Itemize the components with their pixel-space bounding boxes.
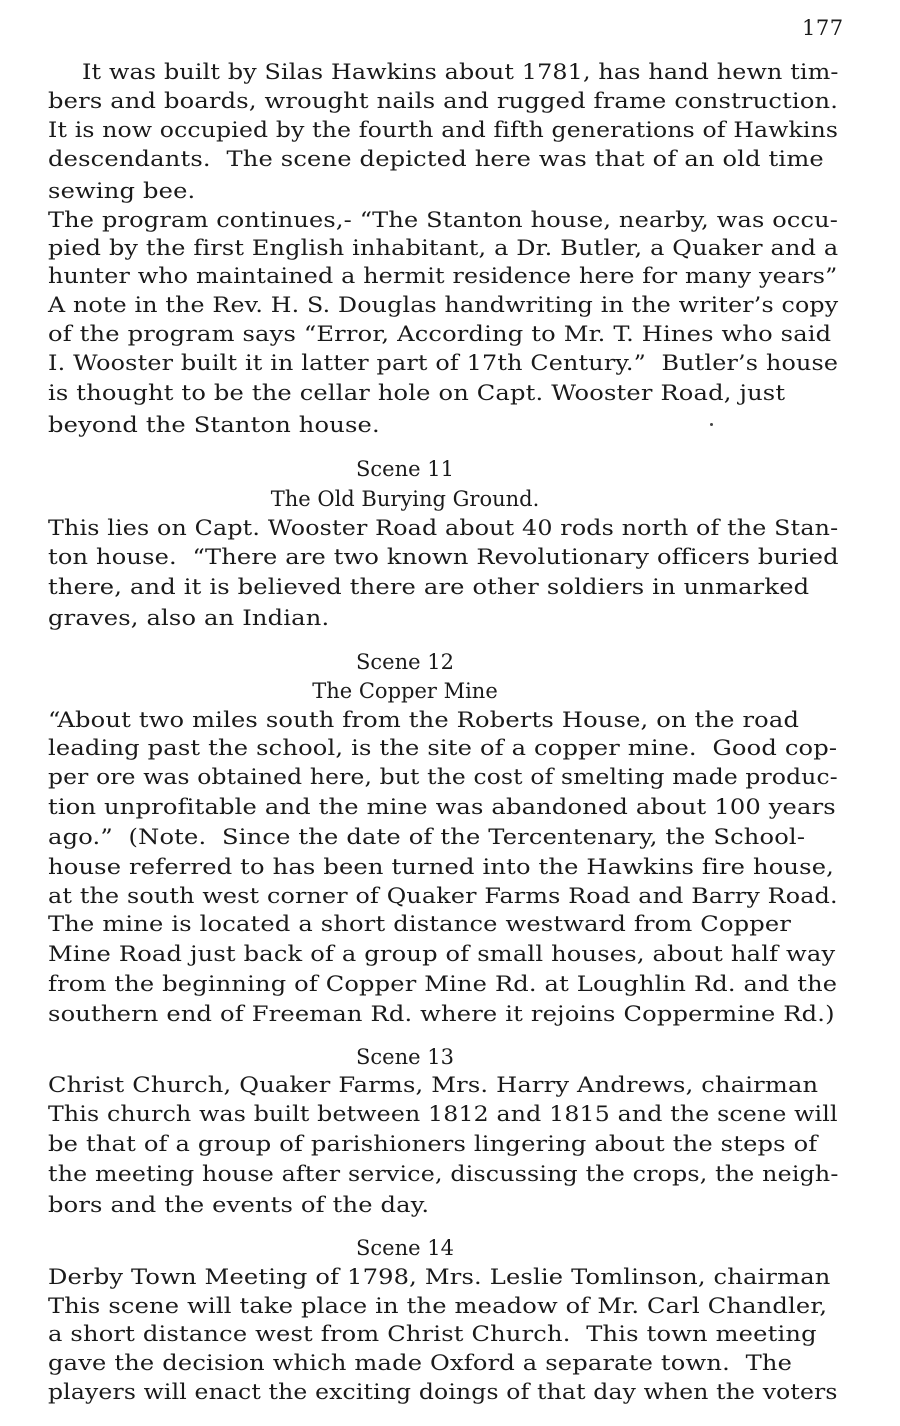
text-line: southern end of Freeman Rd. where it rejoins Coppermine Rd.) [48, 1002, 835, 1026]
scene-subtitle: The Old Burying Ground. [270, 487, 540, 511]
text-line: leading past the school, is the site of a copper mine. Good cop- [48, 736, 838, 760]
page-number: 177 [802, 16, 844, 40]
text-line: hunter who maintained a hermit residence here for many years” [48, 264, 838, 288]
text-line: per ore was obtained here, but the cost of smelting made produc- [48, 765, 838, 789]
text-line: beyond the Stanton house. [48, 413, 380, 437]
text-line: “About two miles south from the Roberts House, on the road [48, 708, 800, 732]
text-line: I. Wooster built it in latter part of 17th Century.” Butler’s house [48, 351, 839, 375]
scene-heading: Scene 11 [356, 457, 454, 481]
text-line: Christ Church, Quaker Farms, Mrs. Harry Andrews, chairman [48, 1073, 819, 1097]
text-line: there, and it is believed there are other soldiers in unmarked [48, 575, 810, 599]
text-line: Mine Road just back of a group of small houses, about half way [48, 942, 836, 966]
text-line: The program continues,- “The Stanton house, nearby, was occu- [48, 208, 839, 232]
text-line: be that of a group of parishioners lingering about the steps of [48, 1132, 818, 1156]
text-line: at the south west corner of Quaker Farms Road and Barry Road. [48, 884, 838, 908]
text-line: A note in the Rev. H. S. Douglas handwriting in the writer’s copy [48, 293, 839, 317]
text-line: is thought to be the cellar hole on Capt. Wooster Road, just [48, 381, 786, 405]
text-line: Derby Town Meeting of 1798, Mrs. Leslie Tomlinson, chairman [48, 1265, 831, 1289]
text-line: bers and boards, wrought nails and rugged frame construction. [48, 89, 839, 113]
text-line: bors and the events of the day. [48, 1193, 430, 1217]
scene-heading: Scene 13 [356, 1045, 454, 1069]
scene-subtitle: The Copper Mine [312, 679, 498, 703]
text-line: This church was built between 1812 and 1815 and the scene will [48, 1102, 838, 1126]
text-line: tion unprofitable and the mine was abandoned about 100 years [48, 795, 836, 819]
text-line: sewing bee. [48, 179, 196, 203]
text-line: players will enact the exciting doings of that day when the voters [48, 1380, 838, 1404]
ink-speck [710, 423, 713, 426]
text-line: This scene will take place in the meadow of Mr. Carl Chandler, [48, 1294, 828, 1318]
text-line: descendants. The scene depicted here was that of an old time [48, 147, 824, 171]
text-line: a short distance west from Christ Church. This town meeting [48, 1322, 817, 1346]
text-line: The mine is located a short distance westward from Copper [48, 912, 792, 936]
text-line: ago.” (Note. Since the date of the Tercentenary, the School- [48, 825, 806, 849]
text-line: of the program says “Error, According to Mr. T. Hines who said [48, 322, 832, 346]
scene-heading: Scene 12 [356, 650, 454, 674]
text-line: pied by the first English inhabitant, a Dr. Butler, a Quaker and a [48, 236, 839, 260]
text-line: from the beginning of Copper Mine Rd. at Loughlin Rd. and the [48, 972, 838, 996]
text-line: This lies on Capt. Wooster Road about 40 rods north of the Stan- [48, 516, 839, 540]
text-line: house referred to has been turned into the Hawkins fire house, [48, 855, 835, 879]
scene-heading: Scene 14 [356, 1236, 454, 1260]
text-line: graves, also an Indian. [48, 606, 330, 630]
text-line: It was built by Silas Hawkins about 1781, has hand hewn tim- [82, 60, 839, 84]
text-line: It is now occupied by the fourth and fifth generations of Hawkins [48, 118, 839, 142]
text-line: the meeting house after service, discussing the crops, the neigh- [48, 1162, 839, 1186]
text-line: ton house. “There are two known Revolutionary officers buried [48, 545, 839, 569]
text-line: gave the decision which made Oxford a separate town. The [48, 1351, 793, 1375]
